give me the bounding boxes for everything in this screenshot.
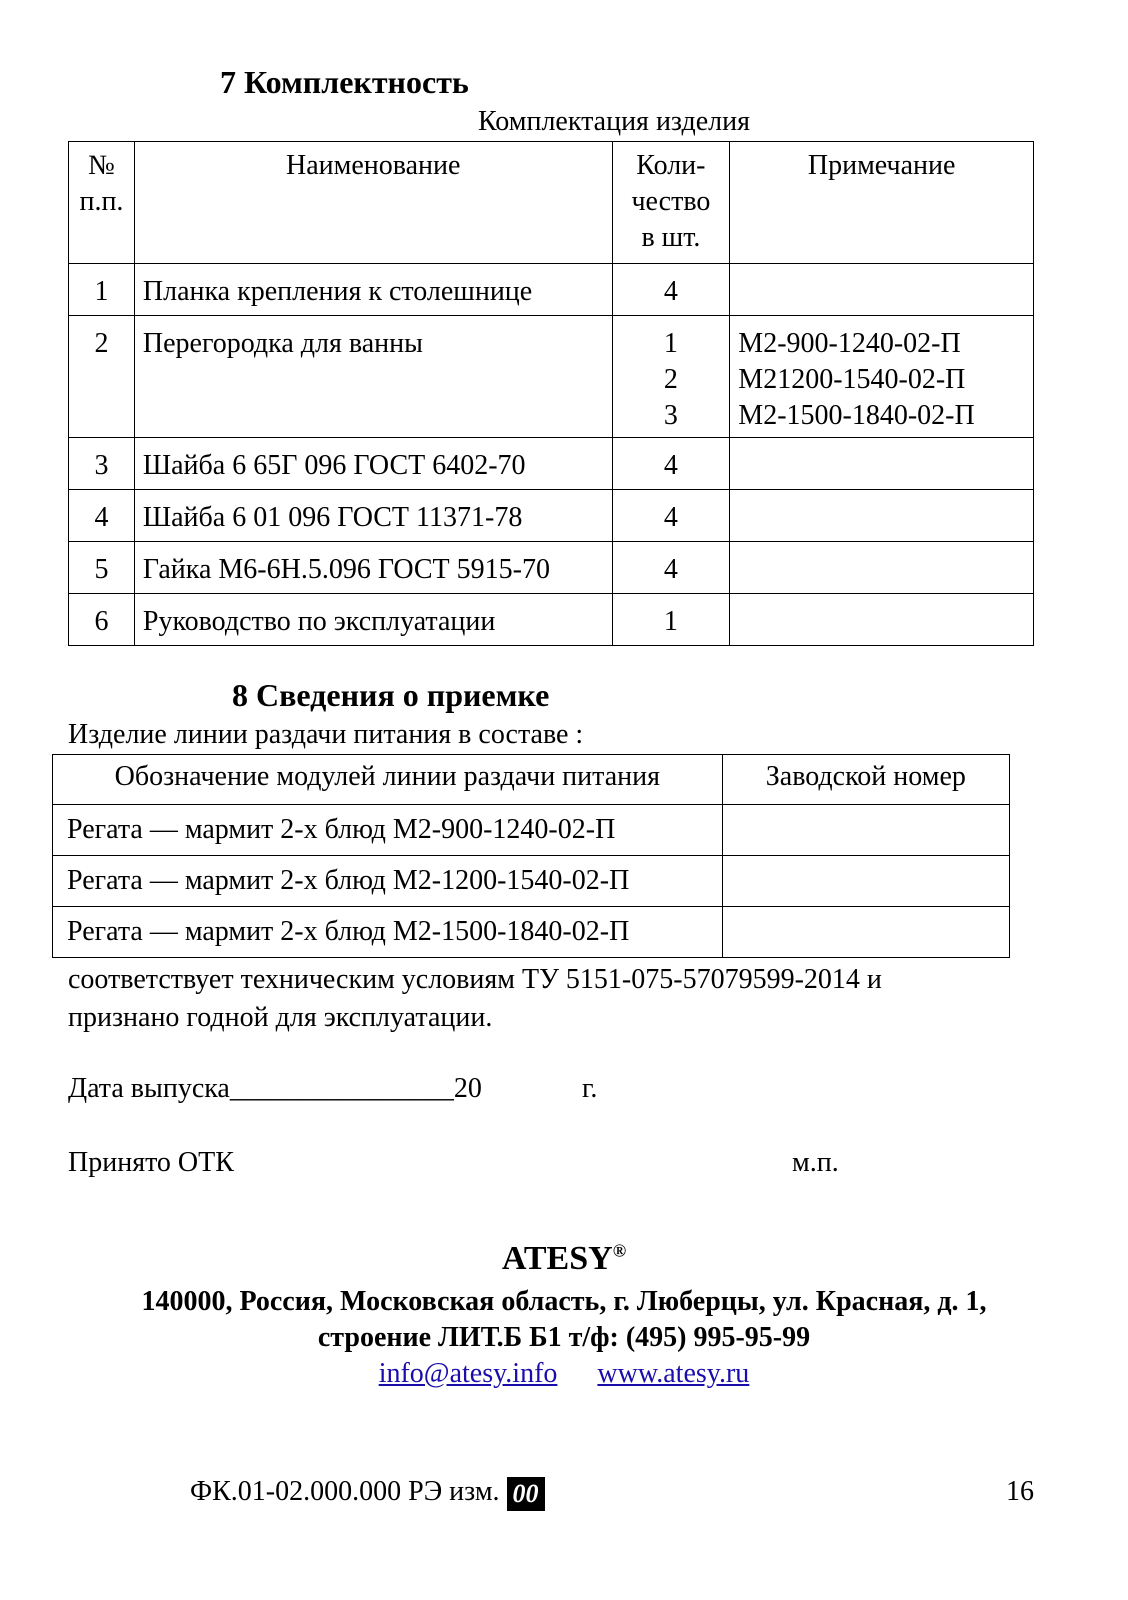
item-note: [730, 542, 1034, 594]
item-quantity: [612, 542, 730, 594]
quantity-value: 2: [663, 364, 678, 395]
release-date-blank: ________________: [229, 1073, 454, 1104]
item-quantity: [612, 438, 730, 490]
item-quantity: [612, 490, 730, 542]
row-number: 6: [69, 594, 135, 646]
item-name: Шайба 6 01 096 ГОСТ 11371-78: [134, 490, 612, 542]
release-date-suffix: г.: [582, 1073, 598, 1104]
revision-badge: 00: [507, 1477, 545, 1511]
row-number: 3: [69, 438, 135, 490]
table-row: [69, 438, 1034, 490]
company-logo: [0, 1240, 1128, 1278]
website-link[interactable]: www.atesy.ru: [597, 1358, 750, 1389]
row-number: 4: [69, 490, 135, 542]
release-date-label: Дата выпуска: [68, 1073, 230, 1104]
release-date-row: [68, 1071, 482, 1107]
header-module: Обозначение модулей линии раздачи питания: [53, 755, 723, 805]
quantity-value: 3: [663, 400, 678, 431]
section-7-title: 7 Комплектность: [220, 64, 469, 100]
item-name: Гайка М6-6Н.5.096 ГОСТ 5915-70: [134, 542, 612, 594]
company-name: ATESY: [501, 1240, 613, 1277]
quantity-value: 1: [663, 328, 678, 359]
item-note: [730, 490, 1034, 542]
registered-mark: ®: [612, 1240, 627, 1261]
header-num: № п.п.: [69, 142, 135, 264]
table-row: [69, 594, 1034, 646]
conformity-line-2: признано годной для эксплуатации.: [68, 1002, 493, 1033]
header-name: Наименование: [134, 142, 612, 264]
table-row: [69, 490, 1034, 542]
row-number: 1: [69, 264, 135, 316]
item-note: [730, 438, 1034, 490]
item-quantity: [612, 264, 730, 316]
row-number: 2: [69, 316, 135, 438]
item-quantity: [612, 316, 730, 438]
item-note: [730, 264, 1034, 316]
item-name: Перегородка для ванны: [134, 316, 612, 438]
otk-label: Принято ОТК: [68, 1147, 234, 1178]
conformity-line-1: соответствует техническим условиям ТУ 5151-075-57079599-2014 и: [68, 964, 882, 995]
table-row: [53, 907, 1010, 958]
quantity-value: 4: [663, 450, 678, 481]
header-qty: Коли- чество в шт.: [612, 142, 730, 264]
section-8-title: 8 Сведения о приемке: [232, 677, 550, 713]
serial-number-field[interactable]: [722, 856, 1009, 907]
quantity-value: 4: [663, 554, 678, 585]
table-row: [69, 264, 1034, 316]
document-footer: [190, 1474, 545, 1511]
address-line-2: строение ЛИТ.Б Б1 т/ф: (495) 995-95-99: [317, 1322, 811, 1353]
quantity-value: 4: [663, 502, 678, 533]
row-number: 5: [69, 542, 135, 594]
serial-number-field[interactable]: [722, 805, 1009, 856]
modules-table: [52, 754, 1010, 958]
serial-number-field[interactable]: [722, 907, 1009, 958]
stamp-label: м.п.: [792, 1147, 839, 1178]
contact-links: [0, 1356, 1128, 1392]
quantity-value: 4: [663, 276, 678, 307]
address-line-1: 140000, Россия, Московская область, г. Люберцы, ул. Красная, д. 1,: [141, 1286, 987, 1317]
table-row: [53, 856, 1010, 907]
note-value: М2-900-1240-02-П: [738, 328, 961, 359]
module-designation: Регата — мармит 2-х блюд М2-1200-1540-02-П: [53, 856, 723, 907]
page-number: 16: [1006, 1476, 1034, 1507]
note-value: М2-1500-1840-02-П: [738, 400, 975, 431]
document-code: ФК.01-02.000.000 РЭ изм.: [190, 1476, 500, 1507]
acceptance-intro: Изделие линии раздачи питания в составе :: [68, 719, 584, 750]
item-name: Руководство по эксплуатации: [134, 594, 612, 646]
item-quantity: [612, 594, 730, 646]
item-note: [730, 594, 1034, 646]
quantity-value: 1: [663, 606, 678, 637]
email-link[interactable]: info@atesy.info: [378, 1358, 558, 1389]
item-name: Планка крепления к столешнице: [134, 264, 612, 316]
kit-table: [68, 141, 1034, 646]
header-note: Примечание: [730, 142, 1034, 264]
table-row: [53, 805, 1010, 856]
header-serial: Заводской номер: [722, 755, 1009, 805]
release-date-year: 20: [453, 1073, 482, 1104]
module-designation: Регата — мармит 2-х блюд М2-900-1240-02-П: [53, 805, 723, 856]
note-value: М21200-1540-02-П: [738, 364, 966, 395]
table-row: [69, 542, 1034, 594]
table-caption: Комплектация изделия: [478, 106, 750, 137]
item-note: [730, 316, 1034, 438]
item-name: Шайба 6 65Г 096 ГОСТ 6402-70: [134, 438, 612, 490]
module-designation: Регата — мармит 2-х блюд М2-1500-1840-02-П: [53, 907, 723, 958]
table-row: [69, 316, 1034, 438]
